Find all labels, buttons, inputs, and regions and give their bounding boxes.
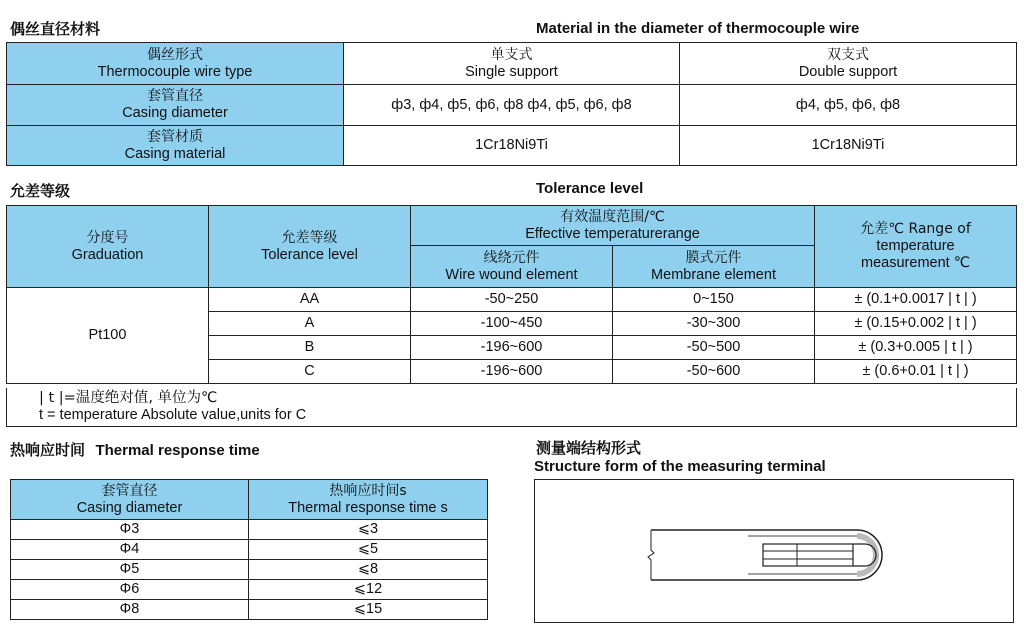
table-row bbox=[11, 600, 488, 620]
table-row bbox=[7, 126, 1017, 166]
terminal-structure-box bbox=[534, 479, 1014, 623]
break-line bbox=[648, 530, 654, 580]
table-cell: Φ6 bbox=[11, 580, 249, 600]
section3-title-en: Thermal response time bbox=[95, 442, 260, 459]
table-cell: ⩽8 bbox=[249, 560, 488, 580]
header-graduation: 分度号 Graduation bbox=[7, 206, 209, 288]
section4-title-en: Structure form of the measuring terminal bbox=[534, 458, 826, 475]
table-cell: ⩽12 bbox=[249, 580, 488, 600]
table-cell: ⩽3 bbox=[249, 520, 488, 540]
table-cell: ± (0.3+0.005 | t | ) bbox=[815, 336, 1017, 360]
table-cell: 1Cr18Ni9Ti bbox=[344, 126, 680, 166]
header-cell: 套管材质 Casing material bbox=[7, 126, 344, 166]
header-membrane: 膜式元件 Membrane element bbox=[613, 246, 815, 288]
table-cell: -100~450 bbox=[411, 312, 613, 336]
note-en: t = temperature Absolute value,units for C bbox=[39, 407, 307, 423]
filler-tip bbox=[857, 536, 876, 574]
section3-title-cn: 热响应时间 bbox=[10, 441, 86, 459]
section2-title-en: Tolerance level bbox=[536, 180, 644, 197]
table-cell: ⩽5 bbox=[249, 540, 488, 560]
table-cell: ± (0.15+0.002 | t | ) bbox=[815, 312, 1017, 336]
header-casing-diameter: 套管直径 Casing diameter bbox=[11, 480, 249, 520]
header-tolerance-level: 允差等级 Tolerance level bbox=[209, 206, 411, 288]
table-cell: ⩽15 bbox=[249, 600, 488, 620]
header-wire-wound: 线绕元件 Wire wound element bbox=[411, 246, 613, 288]
section1-title-cn: 偶丝直径材料 bbox=[10, 20, 101, 38]
table-cell: ± (0.1+0.0017 | t | ) bbox=[815, 288, 1017, 312]
table-cell: ф3, ф4, ф5, ф6, ф8 ф4, ф5, ф6, ф8 bbox=[344, 85, 680, 126]
table-header-row bbox=[7, 206, 1017, 246]
header-response-time: 热响应时间s Thermal response time s bbox=[249, 480, 488, 520]
table-cell: Φ4 bbox=[11, 540, 249, 560]
tolerance-note bbox=[6, 388, 1017, 427]
table-row bbox=[7, 43, 1017, 85]
table-cell: ± (0.6+0.01 | t | ) bbox=[815, 360, 1017, 384]
table-row bbox=[11, 580, 488, 600]
header-cell: 套管直径 Casing diameter bbox=[7, 85, 344, 126]
table-cell: -196~600 bbox=[411, 336, 613, 360]
table-cell: -50~500 bbox=[613, 336, 815, 360]
table-cell: B bbox=[209, 336, 411, 360]
table-cell: 双支式 Double support bbox=[680, 43, 1017, 85]
terminal-structure-diagram bbox=[535, 480, 1013, 622]
table-row bbox=[11, 520, 488, 540]
table-cell: C bbox=[209, 360, 411, 384]
table-cell: -50~250 bbox=[411, 288, 613, 312]
table-cell: Φ5 bbox=[11, 560, 249, 580]
table-row bbox=[11, 540, 488, 560]
table-header-row bbox=[11, 480, 488, 520]
table-row bbox=[11, 560, 488, 580]
table-row bbox=[7, 288, 1017, 312]
table-cell: -50~600 bbox=[613, 360, 815, 384]
table-cell: AA bbox=[209, 288, 411, 312]
table-cell: ф4, ф5, ф6, ф8 bbox=[680, 85, 1017, 126]
tolerance-table bbox=[6, 205, 1017, 384]
table-cell: 1Cr18Ni9Ti bbox=[680, 126, 1017, 166]
table-row bbox=[7, 85, 1017, 126]
header-cell: 偶丝形式 Thermocouple wire type bbox=[7, 43, 344, 85]
section4-title-cn: 测量端结构形式 bbox=[536, 439, 642, 457]
table-cell: Φ3 bbox=[11, 520, 249, 540]
note-cn: | t |=温度绝对值, 单位为℃ bbox=[39, 390, 218, 406]
table-cell: A bbox=[209, 312, 411, 336]
table-cell: Φ8 bbox=[11, 600, 249, 620]
element-cap bbox=[853, 544, 876, 566]
section3-title bbox=[10, 439, 260, 460]
table-cell: -196~600 bbox=[411, 360, 613, 384]
section1-title-en: Material in the diameter of thermocouple wire bbox=[536, 20, 860, 37]
wire-material-table bbox=[6, 42, 1017, 166]
header-allowance: 允差℃ Range of temperature measurement ℃ bbox=[815, 206, 1017, 288]
graduation-cell: Pt100 bbox=[7, 288, 209, 384]
table-cell: 单支式 Single support bbox=[344, 43, 680, 85]
header-effective-range: 有效温度范围/℃ Effective temperaturerange bbox=[411, 206, 815, 246]
section2-title-cn: 允差等级 bbox=[10, 182, 71, 200]
table-cell: 0~150 bbox=[613, 288, 815, 312]
sensing-element bbox=[763, 544, 853, 566]
table-cell: -30~300 bbox=[613, 312, 815, 336]
response-time-table bbox=[10, 479, 488, 620]
